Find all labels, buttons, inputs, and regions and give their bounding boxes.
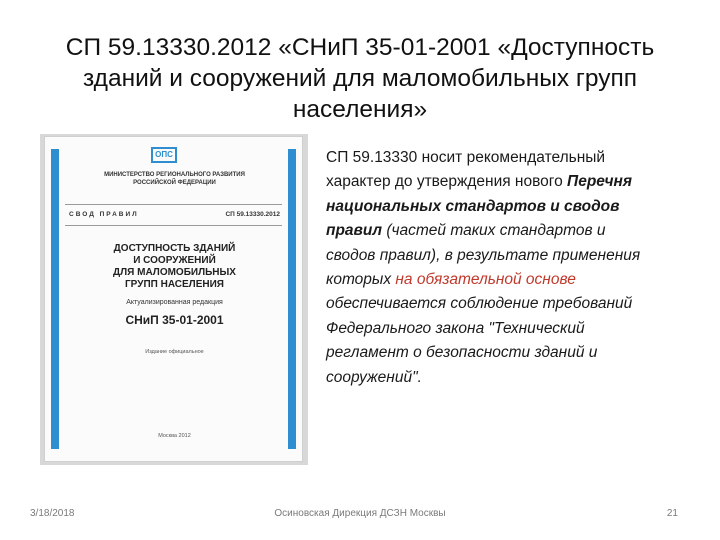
document-cover-image xyxy=(40,134,308,465)
cover-svod: СВОД ПРАВИЛ xyxy=(69,211,139,218)
body-text-3: обеспечивается соблюдение требований Федерального закона "Технический регламент о безопасности зданий и сооружений". xyxy=(326,295,633,386)
body-paragraph xyxy=(326,146,646,390)
slide-title xyxy=(20,32,700,125)
cover-snip: СНиП 35-01-2001 xyxy=(125,313,224,327)
cover-stripe-left xyxy=(51,149,59,449)
cover-edition: Актуализированная редакция xyxy=(126,299,223,306)
body-text-red: на обязательной основе xyxy=(395,271,576,289)
cover-code: СП 59.13330.2012 xyxy=(225,211,280,218)
title-line-3: населения» xyxy=(292,96,428,123)
cover-city: Москва 2012 xyxy=(158,433,191,439)
cover-title: ДОСТУПНОСТЬ ЗДАНИЙ И СООРУЖЕНИЙ ДЛЯ МАЛОМОБИЛЬНЫХ ГРУПП НАСЕЛЕНИЯ xyxy=(113,243,236,290)
footer-page-number: 21 xyxy=(666,508,678,519)
cover-logo-icon: ОПС xyxy=(151,147,177,163)
body-text-1: СП 59.13330 носит рекомендательный характер до утверждения нового xyxy=(326,149,606,191)
cover-official: Издание официальное xyxy=(145,349,204,355)
body-text-2: (частей таких стандартов и сводов правил), в результате применения которых xyxy=(326,222,641,289)
title-line-1: СП 59.13330.2012 «СНиП 35-01-2001 «Доступность xyxy=(65,34,655,61)
cover-divider xyxy=(65,204,282,205)
footer-organization: Осиновская Дирекция ДСЗН Москвы xyxy=(274,508,446,519)
title-line-2: зданий и сооружений для маломобильных групп xyxy=(82,65,638,92)
body-text-bold: Перечня национальных стандартов и сводов правил xyxy=(326,173,633,240)
cover-stripe-right xyxy=(288,149,296,449)
cover-divider-2 xyxy=(65,225,282,226)
cover-ministry: МИНИСТЕРСТВО РЕГИОНАЛЬНОГО РАЗВИТИЯ РОССИЙСКОЙ ФЕДЕРАЦИИ xyxy=(104,172,245,186)
footer-date: 3/18/2018 xyxy=(30,508,75,519)
cover-page xyxy=(44,136,303,462)
